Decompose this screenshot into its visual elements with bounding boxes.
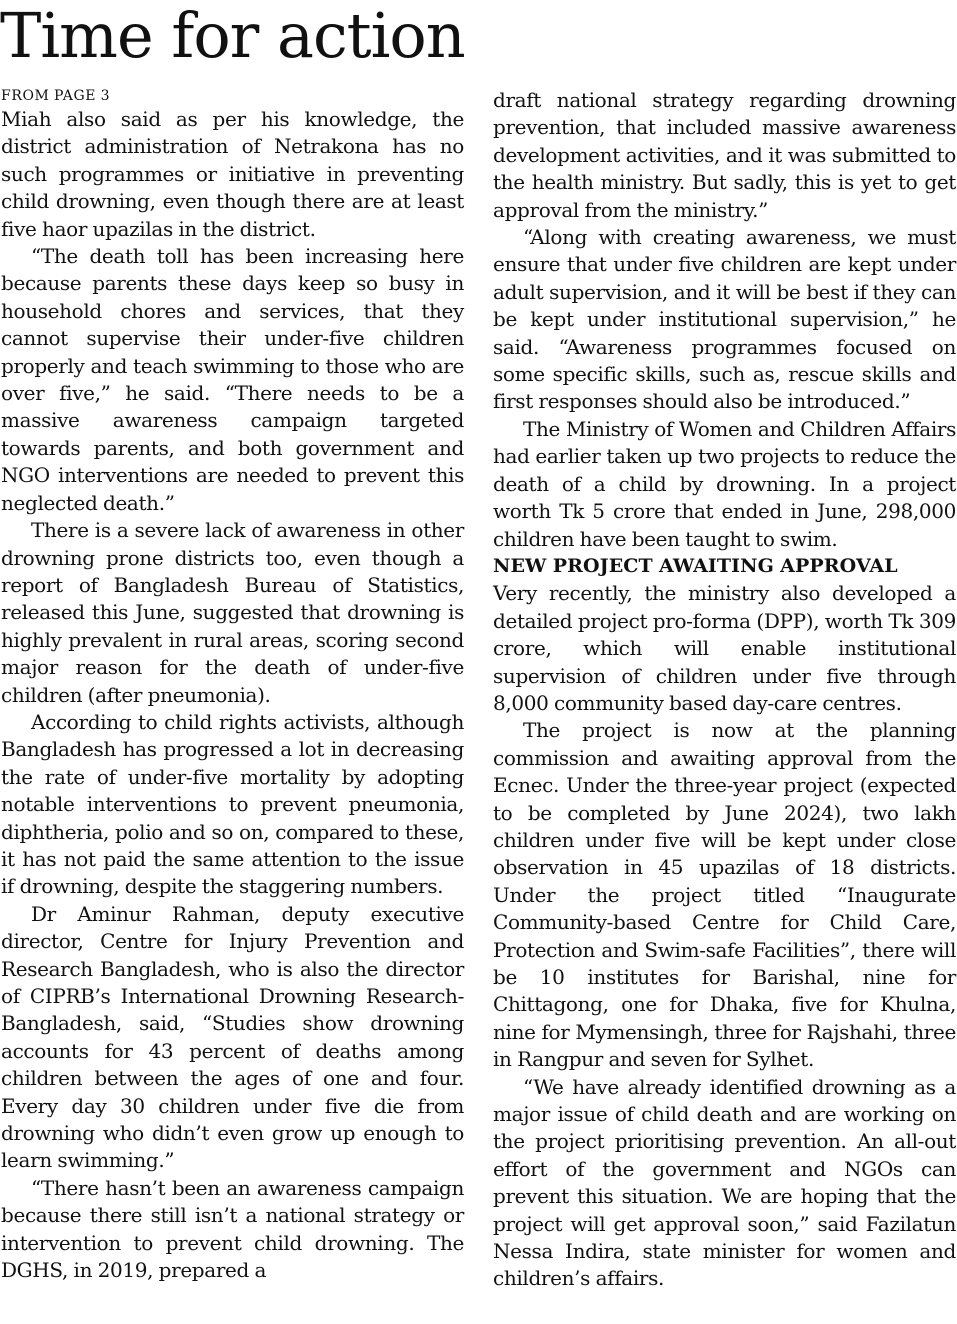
continued-from-label: FROM PAGE 3	[1, 88, 111, 104]
body-paragraph: “Along with creating awareness, we must ensure that under five children are kept under adult supervision, and it will be best if they can be kept under institutional supervision,” he said. “Awareness programmes focused on some specific skills, such as, rescue skills and first responses should also be introduced.”	[493, 225, 956, 414]
body-paragraph: Very recently, the ministry also developed a detailed project pro-forma (DPP), worth Tk 309 crore, which will enable institutional supervision of children under five through 8,000 community based day-care centres.	[493, 581, 956, 715]
article-column-right	[493, 87, 956, 1293]
body-paragraph: “We have already identified drowning as a major issue of child death and are working on the project prioritising prevention. An all-out effort of the government and NGOs can prevent this situation. We are hoping that the project will get approval soon,” said Fazilatun Nessa Indira, state minister for women and children’s affairs.	[493, 1074, 956, 1291]
body-paragraph: The project is now at the planning commission and awaiting approval from the Ecnec. Under the three-year project (expected to be completed by June 2024), two lakh children under five will be kept under close observation in 45 upazilas of 18 districts. Under the project titled “Inaugurate Community-based Centre for Child Care, Protection and Swim-safe Facilities”, there will be 10 institutes for Barishal, nine for Chittagong, one for Dhaka, five for Khulna, nine for Mymensingh, three for Rajshahi, three in Rangpur and seven for Sylhet.	[493, 718, 956, 1072]
body-paragraph: The Ministry of Women and Children Affairs had earlier taken up two projects to reduce the death of a child by drowning. In a project worth Tk 5 crore that ended in June, 298,000 children have been taught to swim.	[493, 416, 956, 551]
body-paragraph: Dr Aminur Rahman, deputy executive director, Centre for Injury Prevention and Research Bangladesh, who is also the director of CIPRB’s International Drowning Research-Bangladesh, said, “Studies show drowning accounts for 43 percent of deaths among children between the ages of one and four. Every day 30 children under five die from drowning who didn’t even grow up enough to learn swimming.”	[1, 901, 464, 1173]
body-paragraph: Miah also said as per his knowledge, the district administration of Netrakona has no such programmes or initiative in preventing child drowning, even though there are at least five haor upazilas in the district.	[1, 107, 464, 241]
section-subheading: NEW PROJECT AWAITING APPROVAL	[493, 554, 898, 577]
body-paragraph: According to child rights activists, although Bangladesh has progressed a lot in decreasing the rate of under-five mortality by adopting notable interventions to prevent pneumonia, diphtheria, polio and so on, compared to these, it has not paid the same attention to the issue if drowning, despite the staggering numbers.	[1, 709, 464, 899]
article-column-left	[1, 87, 464, 1284]
body-paragraph: “The death toll has been increasing here because parents these days keep so busy in household chores and services, that they cannot supervise their under-five children properly and teach swimming to those who are over five,” he said. “There needs to be a massive awareness campaign targeted towards parents, and both government and NGO interventions are needed to prevent this neglected death.”	[1, 244, 464, 515]
body-paragraph: “There hasn’t been an awareness campaign because there still isn’t a national strategy or intervention to prevent child drowning. The DGHS, in 2019, prepared a	[1, 1175, 464, 1283]
headline: Time for action	[0, 0, 465, 72]
body-paragraph: There is a severe lack of awareness in other drowning prone districts too, even though a report of Bangladesh Bureau of Statistics, released this June, suggested that drowning is highly prevalent in rural areas, scoring second major reason for the death of under-five children (after pneumonia).	[1, 518, 464, 707]
body-paragraph: draft national strategy regarding drowning prevention, that included massive awareness development activities, and it was submitted to the health ministry. But sadly, this is yet to get approval from the ministry.”	[493, 88, 956, 222]
